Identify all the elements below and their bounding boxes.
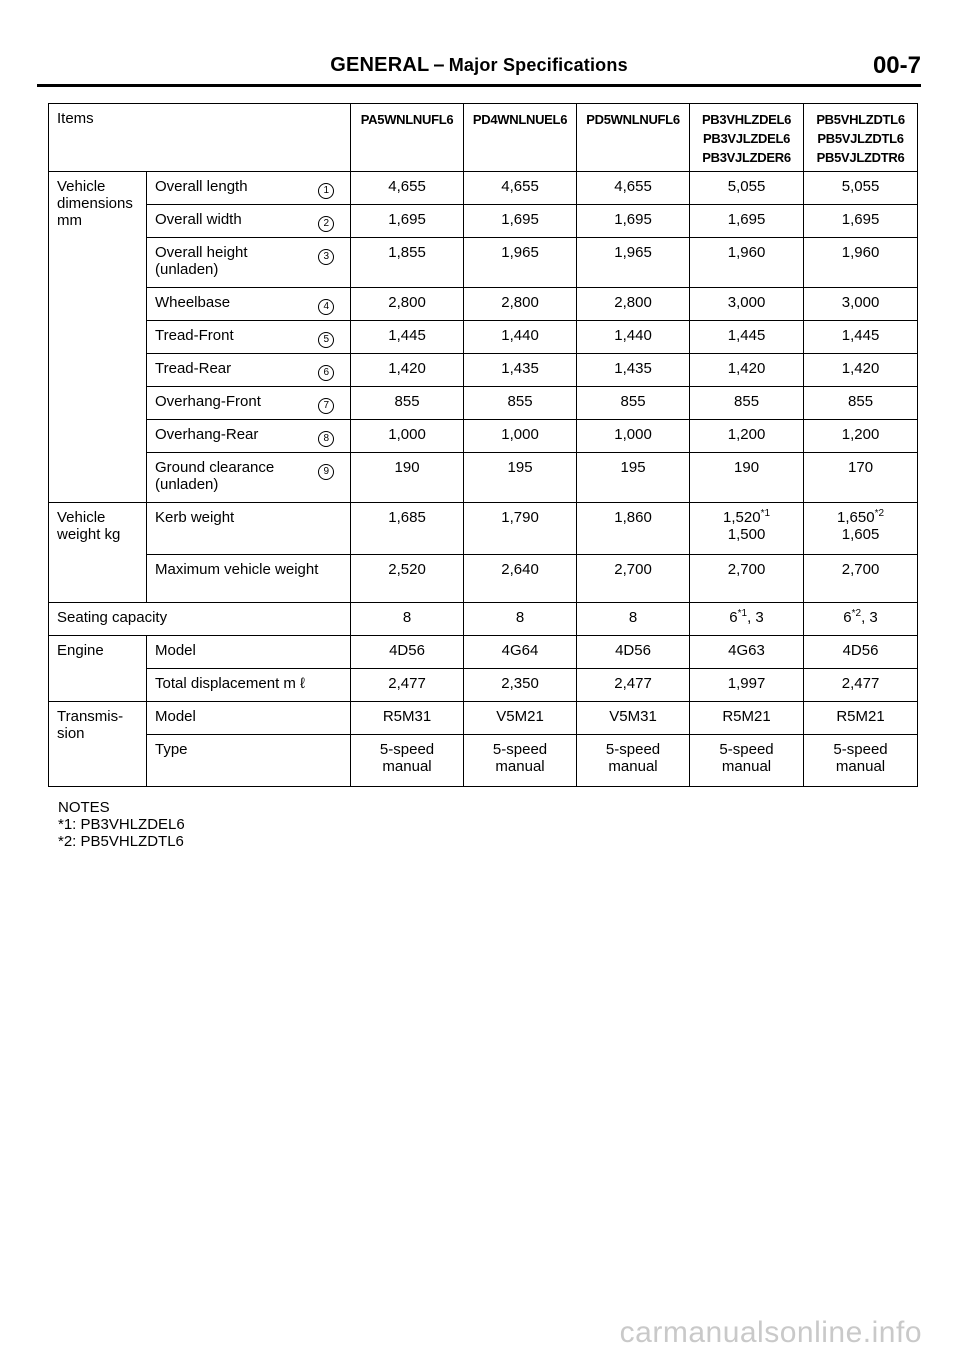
- dimension-marker-icon: 2: [303, 205, 351, 238]
- value-cell: 1,695: [804, 205, 918, 238]
- value-cell: 1,420: [804, 354, 918, 387]
- value-cell: 1,960: [690, 238, 804, 288]
- table-row: [49, 636, 918, 669]
- value-cell: 1,650$^{*2}$ 1,605: [804, 503, 918, 555]
- table-row: [49, 387, 918, 420]
- value-cell: 1,860: [577, 503, 690, 555]
- value-cell: 1,790: [464, 503, 577, 555]
- value-cell: 5-speed manual: [804, 735, 918, 787]
- dimension-marker-icon: 5: [303, 321, 351, 354]
- value-cell: 2,800: [351, 288, 464, 321]
- max-weight-label: Maximum vehicle weight: [147, 555, 351, 603]
- value-cell: 1,695: [464, 205, 577, 238]
- value-cell: 5-speed manual: [464, 735, 577, 787]
- table-row: [49, 453, 918, 503]
- table-row: [49, 238, 918, 288]
- value-cell: 1,695: [577, 205, 690, 238]
- value-cell: 855: [464, 387, 577, 420]
- model-code-header: PD4WNLNUEL6: [464, 104, 577, 172]
- value-cell: V5M31: [577, 702, 690, 735]
- model-code-header: PB5VHLZDTL6 PB5VJLZDTL6 PB5VJLZDTR6: [804, 104, 918, 172]
- value-cell: 195: [464, 453, 577, 503]
- model-code-header: PD5WNLNUFL6: [577, 104, 690, 172]
- note-2: *2: PB5VHLZDTL6: [58, 833, 184, 850]
- model-code-header: PB3VHLZDEL6 PB3VJLZDEL6 PB3VJLZDER6: [690, 104, 804, 172]
- value-cell: 2,640: [464, 555, 577, 603]
- value-cell: 1,000: [464, 420, 577, 453]
- group-transmission: Transmis- sion: [49, 702, 147, 787]
- group-vehicle-weight: Vehicle weight kg: [49, 503, 147, 603]
- items-header: Items: [49, 104, 351, 172]
- value-cell: 3,000: [804, 288, 918, 321]
- value-cell: 1,965: [464, 238, 577, 288]
- section-subtitle: Major Specifications: [448, 55, 628, 75]
- value-cell: 6$^{*2}$, 3: [804, 603, 918, 636]
- value-cell: 4,655: [577, 172, 690, 205]
- value-cell: 2,700: [690, 555, 804, 603]
- value-cell: 1,445: [351, 321, 464, 354]
- value-cell: 1,445: [690, 321, 804, 354]
- value-cell: 5,055: [690, 172, 804, 205]
- value-cell: 3,000: [690, 288, 804, 321]
- table-row: [49, 172, 918, 205]
- dimension-marker-icon: 7: [303, 387, 351, 420]
- value-cell: 1,695: [351, 205, 464, 238]
- value-cell: V5M21: [464, 702, 577, 735]
- specifications-table: [48, 103, 918, 787]
- value-cell: 4D56: [577, 636, 690, 669]
- value-cell: 4D56: [804, 636, 918, 669]
- title-dash: –: [433, 54, 445, 76]
- value-cell: 2,477: [351, 669, 464, 702]
- value-cell: 5-speed manual: [690, 735, 804, 787]
- value-cell: 1,440: [577, 321, 690, 354]
- value-cell: 855: [351, 387, 464, 420]
- table-row: [49, 288, 918, 321]
- transmission-model-label: Model: [147, 702, 351, 735]
- value-cell: 195: [577, 453, 690, 503]
- section-title: GENERAL: [330, 54, 430, 76]
- dimension-label: Overall width: [147, 205, 303, 238]
- table-row: [49, 420, 918, 453]
- dimension-label: Overall length: [147, 172, 303, 205]
- value-cell: 8: [351, 603, 464, 636]
- engine-model-label: Model: [147, 636, 351, 669]
- notes-heading: NOTES: [58, 799, 110, 816]
- value-cell: 2,477: [804, 669, 918, 702]
- value-cell: 5-speed manual: [351, 735, 464, 787]
- dimension-label: Overhang-Rear: [147, 420, 303, 453]
- value-cell: R5M21: [804, 702, 918, 735]
- dimension-label: Overhang-Front: [147, 387, 303, 420]
- value-cell: 1,855: [351, 238, 464, 288]
- table-row: [49, 321, 918, 354]
- value-cell: 1,435: [464, 354, 577, 387]
- transmission-type-label: Type: [147, 735, 351, 787]
- value-cell: 855: [804, 387, 918, 420]
- value-cell: 4G63: [690, 636, 804, 669]
- dimension-label: Wheelbase: [147, 288, 303, 321]
- value-cell: 1,960: [804, 238, 918, 288]
- table-row: [49, 702, 918, 735]
- value-cell: 2,800: [464, 288, 577, 321]
- value-cell: 2,477: [577, 669, 690, 702]
- dimension-marker-icon: 9: [303, 453, 351, 503]
- table-row: [49, 735, 918, 787]
- value-cell: 2,700: [577, 555, 690, 603]
- value-cell: 4,655: [464, 172, 577, 205]
- watermark: carmanualsonline.info: [619, 1316, 922, 1349]
- value-cell: 1,000: [351, 420, 464, 453]
- table-row: [49, 104, 918, 172]
- table-row: [49, 603, 918, 636]
- engine-displacement-label: Total displacement m ℓ: [147, 669, 351, 702]
- notes-section: [58, 799, 185, 850]
- dimension-marker-icon: 4: [303, 288, 351, 321]
- table-row: [49, 354, 918, 387]
- value-cell: 4D56: [351, 636, 464, 669]
- value-cell: 1,997: [690, 669, 804, 702]
- header-rule: [37, 84, 921, 87]
- value-cell: 1,685: [351, 503, 464, 555]
- value-cell: 190: [351, 453, 464, 503]
- page-header: [37, 54, 921, 86]
- value-cell: 1,200: [804, 420, 918, 453]
- value-cell: 5,055: [804, 172, 918, 205]
- page-title: [37, 54, 921, 77]
- dimension-label: Ground clearance (unladen): [147, 453, 303, 503]
- dimension-label: Tread-Front: [147, 321, 303, 354]
- value-cell: 190: [690, 453, 804, 503]
- dimension-label: Overall height (unladen): [147, 238, 303, 288]
- note-1: *1: PB3VHLZDEL6: [58, 816, 185, 833]
- value-cell: 1,000: [577, 420, 690, 453]
- dimension-marker-icon: 8: [303, 420, 351, 453]
- value-cell: 2,700: [804, 555, 918, 603]
- value-cell: 4,655: [351, 172, 464, 205]
- value-cell: 855: [690, 387, 804, 420]
- table-row: [49, 555, 918, 603]
- value-cell: 2,520: [351, 555, 464, 603]
- dimension-marker-icon: 6: [303, 354, 351, 387]
- value-cell: R5M31: [351, 702, 464, 735]
- value-cell: 8: [577, 603, 690, 636]
- value-cell: 2,350: [464, 669, 577, 702]
- table-row: [49, 669, 918, 702]
- value-cell: 1,695: [690, 205, 804, 238]
- dimension-marker-icon: 3: [303, 238, 351, 288]
- value-cell: 1,965: [577, 238, 690, 288]
- value-cell: 1,520$^{*1}$ 1,500: [690, 503, 804, 555]
- value-cell: 855: [577, 387, 690, 420]
- group-engine: Engine: [49, 636, 147, 702]
- value-cell: 170: [804, 453, 918, 503]
- seating-capacity-label: Seating capacity: [49, 603, 351, 636]
- value-cell: R5M21: [690, 702, 804, 735]
- dimension-marker-icon: 1: [303, 172, 351, 205]
- value-cell: 4G64: [464, 636, 577, 669]
- value-cell: 1,435: [577, 354, 690, 387]
- dimension-label: Tread-Rear: [147, 354, 303, 387]
- page-number: 00-7: [872, 52, 921, 79]
- kerb-weight-label: Kerb weight: [147, 503, 351, 555]
- table-row: [49, 503, 918, 555]
- value-cell: 1,420: [351, 354, 464, 387]
- model-code-header: PA5WNLNUFL6: [351, 104, 464, 172]
- value-cell: 2,800: [577, 288, 690, 321]
- value-cell: 8: [464, 603, 577, 636]
- value-cell: 6$^{*1}$, 3: [690, 603, 804, 636]
- value-cell: 1,420: [690, 354, 804, 387]
- value-cell: 1,445: [804, 321, 918, 354]
- value-cell: 5-speed manual: [577, 735, 690, 787]
- value-cell: 1,440: [464, 321, 577, 354]
- group-vehicle-dimensions: Vehicle dimensions mm: [49, 172, 147, 503]
- value-cell: 1,200: [690, 420, 804, 453]
- table-row: [49, 205, 918, 238]
